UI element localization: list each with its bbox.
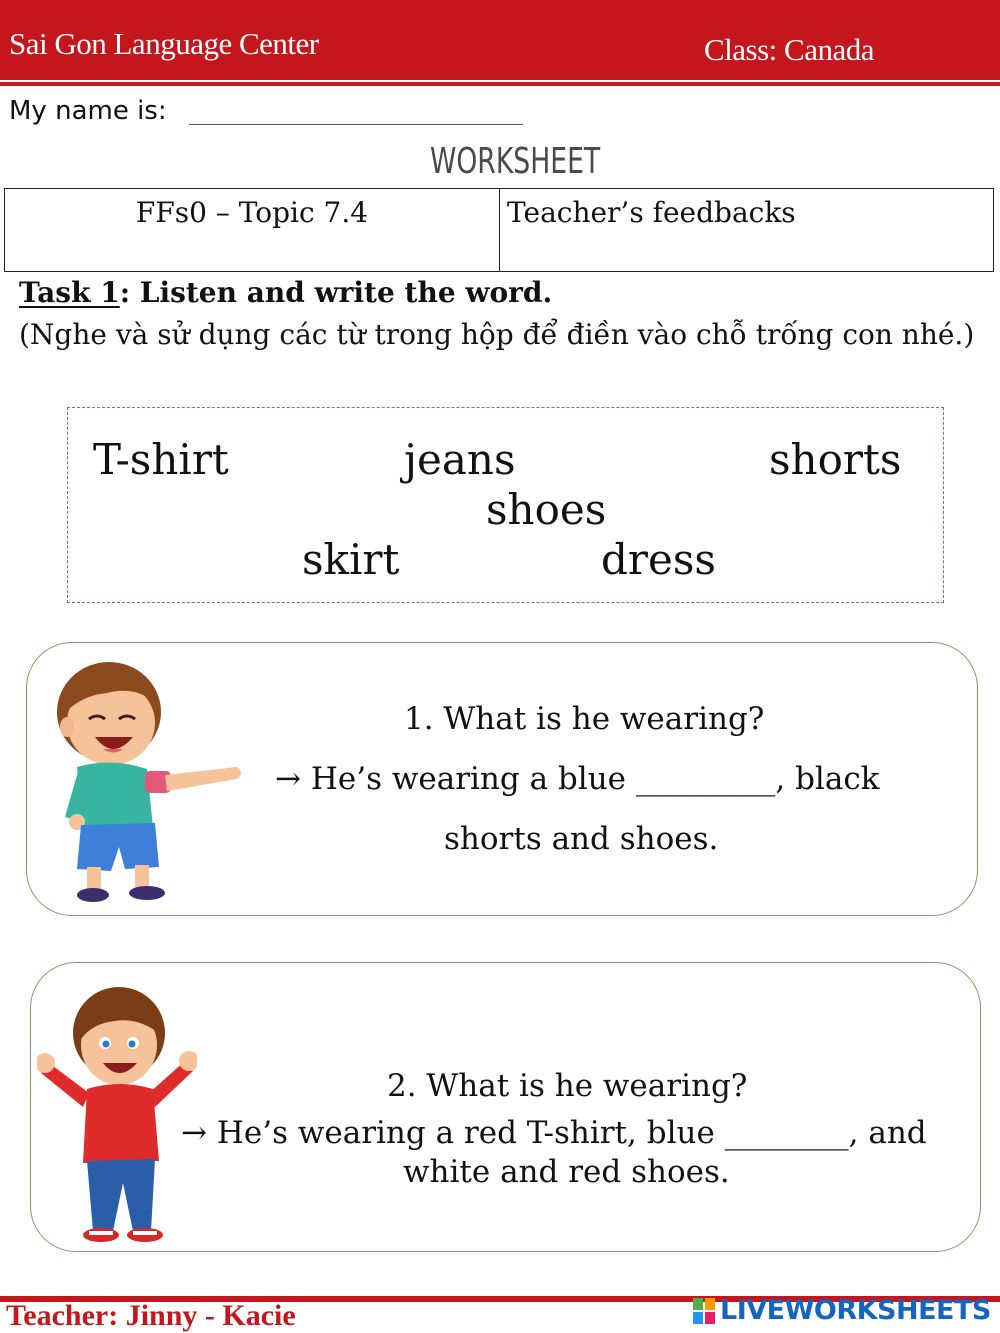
word-skirt: skirt [302,535,400,584]
answer-2-after: , and [848,1115,927,1151]
teacher-name: Teacher: Jinny - Kacie [6,1299,296,1332]
answer-2-blank[interactable]: ________ [724,1115,849,1151]
word-shorts: shorts [769,435,902,484]
topic-cell: FFs0 – Topic 7.4 [5,189,500,271]
info-table [4,188,994,272]
arrow-icon: → [275,761,301,797]
answer-2-before: He’s wearing a red T-shirt, blue [216,1115,715,1151]
arrow-icon: → [181,1115,207,1151]
liveworksheets-icon [692,1296,718,1326]
header-bar [0,0,1000,80]
word-bank [67,407,944,603]
answer-1-blank[interactable]: _________ [635,761,776,797]
answer-2-line2: white and red shoes. [403,1154,730,1190]
word-dress: dress [601,535,716,584]
class-label: Class: Canada [704,32,874,67]
task-number: Task 1 [19,276,120,309]
answer-2-line1 [181,1115,927,1151]
task-title [19,276,552,309]
word-jeans: jeans [404,435,516,484]
word-tshirt: T-shirt [93,435,229,484]
header-divider [0,82,1000,86]
task-title-text: : Listen and write the word. [119,276,553,309]
question-2-text: 2. What is he wearing? [387,1068,748,1104]
question-card-1 [26,642,978,916]
name-field[interactable] [189,98,523,125]
answer-1-after: , black [775,761,880,797]
answer-1-line1 [275,761,879,797]
question-1-text: 1. What is he wearing? [404,701,765,737]
liveworksheets-logo[interactable] [692,1294,992,1328]
liveworksheets-text: LIVEWORKSHEETS [720,1295,991,1326]
question-card-2 [30,962,981,1252]
answer-1-before: He’s wearing a blue [310,761,627,797]
word-shoes: shoes [486,485,607,534]
center-name: Sai Gon Language Center [9,26,319,61]
feedback-cell: Teacher’s feedbacks [507,196,796,229]
waving-boy-image [37,983,197,1245]
worksheet-title: WORKSHEET [430,141,601,182]
task-instruction: (Nghe và sử dụng các từ trong hộp để điền vào chỗ trống con nhé.) [19,318,975,351]
name-label: My name is: [9,96,167,126]
pointing-boy-image [47,657,247,907]
answer-1-line2: shorts and shoes. [444,821,719,857]
